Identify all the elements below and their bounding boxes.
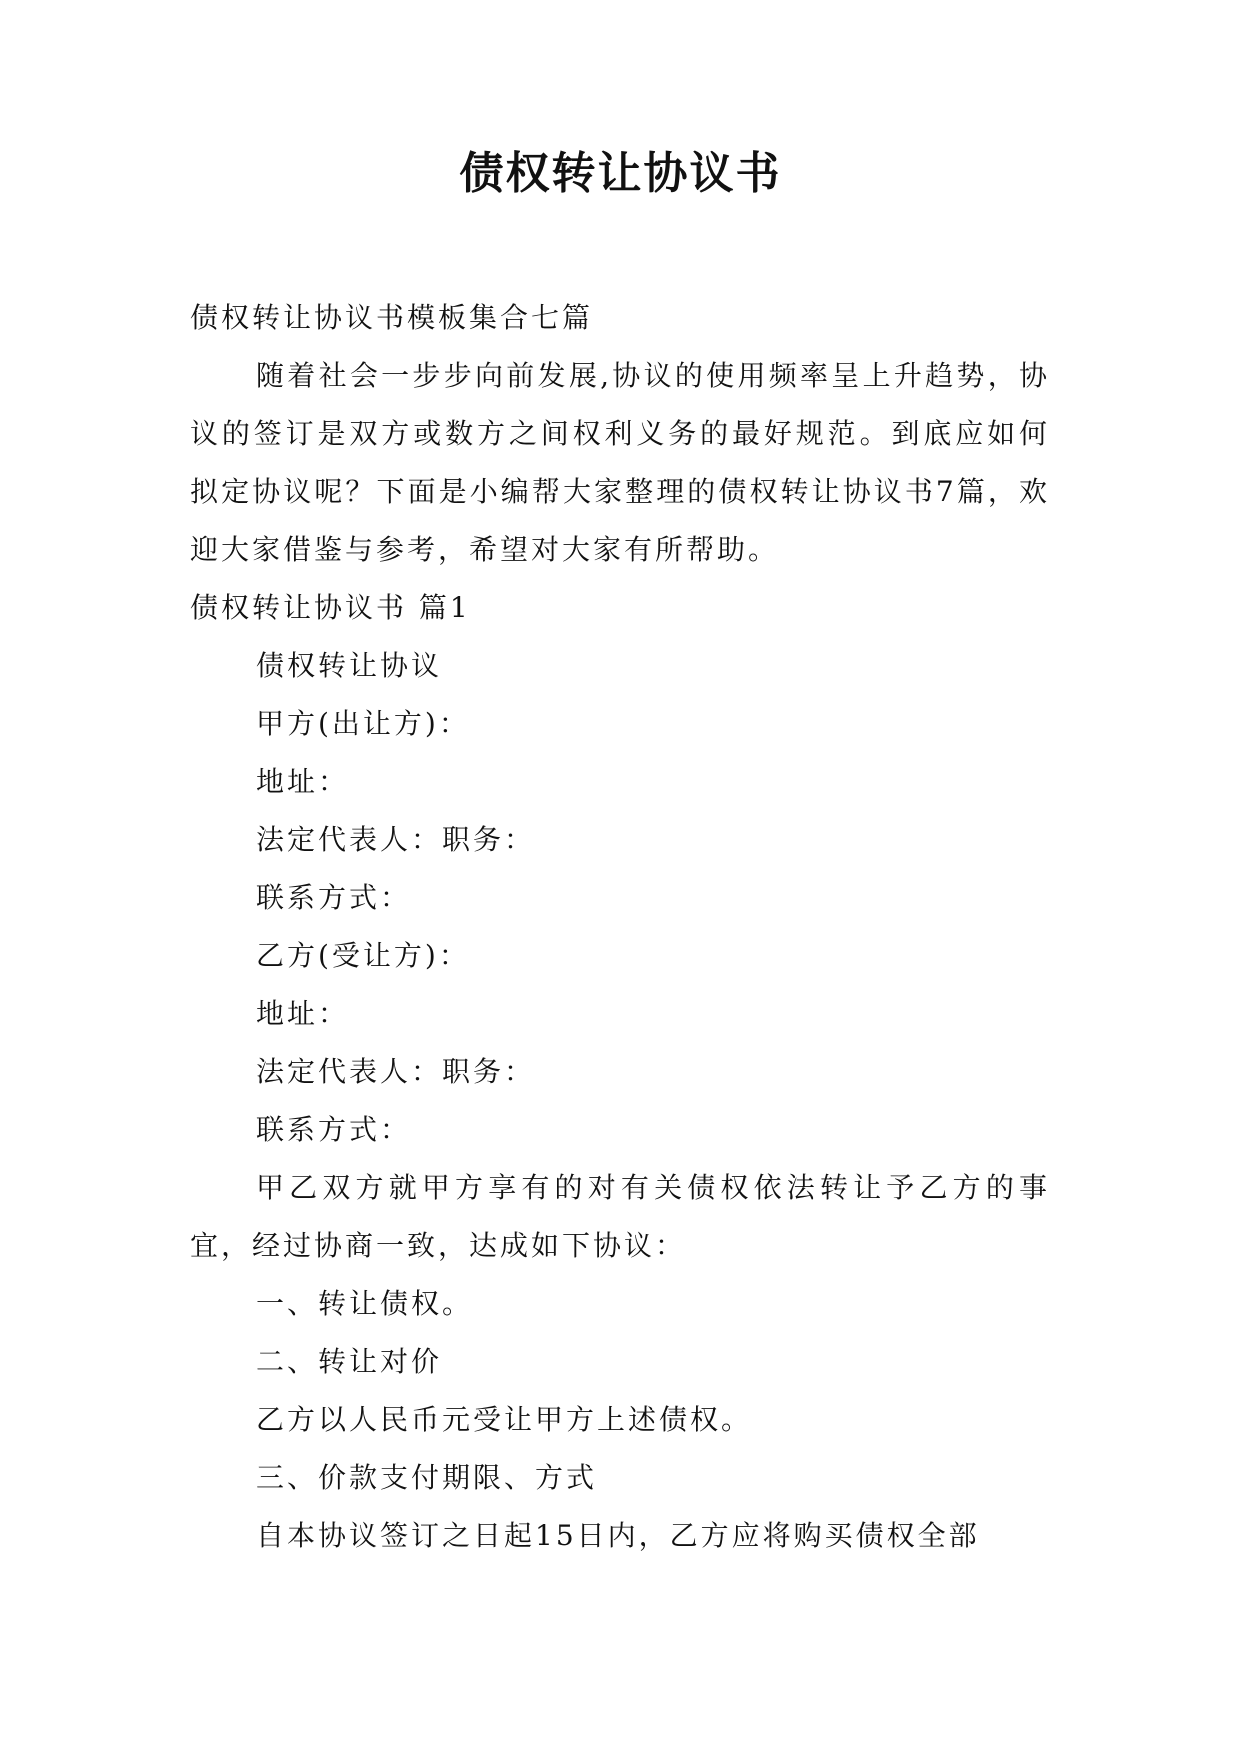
clause-3: 三、价款支付期限、方式 [256,1461,598,1494]
party-b-address: 地址： [256,997,350,1030]
party-a-representative: 法定代表人：职务： [256,823,536,856]
agreement-title: 债权转让协议 [256,649,443,682]
document-body [190,289,1050,1565]
intro-paragraph: 随着社会一步步向前发展,协议的使用频率呈上升趋势，协议的签订是双方或数方之间权利义务的最好规范。到底应如何拟定协议呢？下面是小编帮大家整理的债权转让协议书7篇，欢迎大家借鉴与参考，希望对大家有所帮助。 [190,359,1050,566]
party-b-label: 乙方(受让方)： [256,939,470,972]
clause-3-text: 自本协议签订之日起15日内，乙方应将购买债权全部 [256,1519,980,1552]
party-b-contact: 联系方式： [256,1113,412,1146]
clause-1: 一、转让债权。 [256,1287,474,1320]
document-title: 债权转让协议书 [459,148,782,199]
clause-2-text: 乙方以人民币元受让甲方上述债权。 [256,1403,753,1436]
party-b-representative: 法定代表人：职务： [256,1055,536,1088]
party-a-contact: 联系方式： [256,881,412,914]
party-a-label: 甲方(出让方)： [256,707,470,740]
preamble-paragraph: 甲乙双方就甲方享有的对有关债权依法转让予乙方的事宜，经过协商一致，达成如下协议： [190,1171,1050,1262]
party-a-address: 地址： [256,765,350,798]
clause-2: 二、转让对价 [256,1345,443,1378]
subtitle: 债权转让协议书模板集合七篇 [190,301,594,334]
section-heading: 债权转让协议书 篇1 [190,591,471,624]
